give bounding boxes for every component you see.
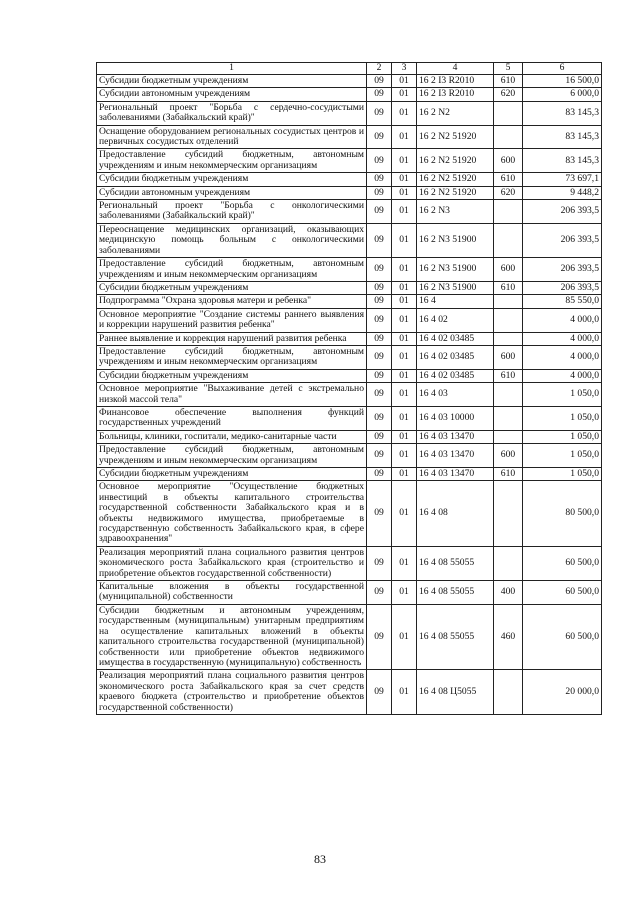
row-name: Субсидии бюджетным учреждениям bbox=[97, 75, 367, 88]
row-expense-type: 620 bbox=[494, 88, 523, 101]
table-row bbox=[97, 101, 602, 125]
row-target-code: 16 4 02 03485 bbox=[417, 345, 494, 369]
row-expense-type bbox=[494, 101, 523, 125]
row-section: 09 bbox=[367, 75, 392, 88]
row-target-code: 16 4 02 bbox=[417, 308, 494, 332]
table-header-row bbox=[97, 63, 602, 75]
row-amount: 6 000,0 bbox=[523, 88, 602, 101]
row-expense-type bbox=[494, 430, 523, 443]
row-subsection: 01 bbox=[392, 444, 417, 468]
row-section: 09 bbox=[367, 295, 392, 308]
row-section: 09 bbox=[367, 125, 392, 149]
row-target-code: 16 4 08 55055 bbox=[417, 604, 494, 669]
row-subsection: 01 bbox=[392, 406, 417, 430]
row-expense-type: 610 bbox=[494, 75, 523, 88]
table-row bbox=[97, 444, 602, 468]
row-target-code: 16 2 I3 R2010 bbox=[417, 88, 494, 101]
row-name: Раннее выявление и коррекция нарушений развития ребенка bbox=[97, 332, 367, 345]
table-row bbox=[97, 481, 602, 546]
row-expense-type bbox=[494, 546, 523, 580]
row-amount: 206 393,5 bbox=[523, 258, 602, 282]
row-amount: 4 000,0 bbox=[523, 308, 602, 332]
row-target-code: 16 2 N2 51920 bbox=[417, 186, 494, 199]
row-section: 09 bbox=[367, 281, 392, 294]
row-expense-type: 610 bbox=[494, 281, 523, 294]
row-target-code: 16 2 N3 bbox=[417, 200, 494, 224]
row-target-code: 16 2 N3 51900 bbox=[417, 258, 494, 282]
row-subsection: 01 bbox=[392, 200, 417, 224]
row-amount: 60 500,0 bbox=[523, 581, 602, 605]
row-name: Основное мероприятие "Выхаживание детей с экстремально низкой массой тела" bbox=[97, 383, 367, 407]
row-expense-type: 600 bbox=[494, 258, 523, 282]
row-name: Оснащение оборудованием региональных сосудистых центров и первичных сосудистых отделений bbox=[97, 125, 367, 149]
row-name: Субсидии бюджетным и автономным учреждениям, государственным (муниципальным) унитарным предприятиям на осуществление капитальных вложений в объекты капитального строительства государственной (муниципальной) собственности или приобретение объектов недвижимого имущества в государственную (муниципальную) собственность bbox=[97, 604, 367, 669]
row-expense-type bbox=[494, 308, 523, 332]
row-expense-type: 600 bbox=[494, 149, 523, 173]
table-row bbox=[97, 430, 602, 443]
row-section: 09 bbox=[367, 173, 392, 186]
row-name: Капитальные вложения в объекты государственной (муниципальной) собственности bbox=[97, 581, 367, 605]
header-col-4: 4 bbox=[417, 63, 494, 75]
row-expense-type bbox=[494, 383, 523, 407]
row-subsection: 01 bbox=[392, 308, 417, 332]
row-amount: 83 145,3 bbox=[523, 125, 602, 149]
row-section: 09 bbox=[367, 223, 392, 257]
row-amount: 206 393,5 bbox=[523, 200, 602, 224]
table-row bbox=[97, 406, 602, 430]
row-amount: 1 050,0 bbox=[523, 430, 602, 443]
row-section: 09 bbox=[367, 149, 392, 173]
row-expense-type: 620 bbox=[494, 186, 523, 199]
row-subsection: 01 bbox=[392, 295, 417, 308]
row-expense-type bbox=[494, 332, 523, 345]
row-target-code: 16 2 N2 bbox=[417, 101, 494, 125]
row-section: 09 bbox=[367, 186, 392, 199]
row-section: 09 bbox=[367, 406, 392, 430]
row-name: Субсидии бюджетным учреждениям bbox=[97, 468, 367, 481]
row-amount: 1 050,0 bbox=[523, 406, 602, 430]
row-subsection: 01 bbox=[392, 604, 417, 669]
row-section: 09 bbox=[367, 670, 392, 715]
row-target-code: 16 2 N2 51920 bbox=[417, 173, 494, 186]
row-name: Субсидии автономным учреждениям bbox=[97, 88, 367, 101]
table-row bbox=[97, 383, 602, 407]
table-row bbox=[97, 369, 602, 382]
row-subsection: 01 bbox=[392, 258, 417, 282]
row-target-code: 16 2 N2 51920 bbox=[417, 149, 494, 173]
row-expense-type bbox=[494, 125, 523, 149]
row-target-code: 16 4 08 bbox=[417, 481, 494, 546]
row-target-code: 16 4 02 03485 bbox=[417, 369, 494, 382]
row-amount: 1 050,0 bbox=[523, 444, 602, 468]
row-subsection: 01 bbox=[392, 383, 417, 407]
row-amount: 83 145,3 bbox=[523, 101, 602, 125]
row-subsection: 01 bbox=[392, 149, 417, 173]
row-subsection: 01 bbox=[392, 173, 417, 186]
table-row bbox=[97, 75, 602, 88]
row-target-code: 16 4 03 13470 bbox=[417, 468, 494, 481]
table-row bbox=[97, 345, 602, 369]
row-target-code: 16 4 02 03485 bbox=[417, 332, 494, 345]
row-subsection: 01 bbox=[392, 581, 417, 605]
row-amount: 206 393,5 bbox=[523, 223, 602, 257]
row-subsection: 01 bbox=[392, 101, 417, 125]
row-name: Финансовое обеспечение выполнения функций государственных учреждений bbox=[97, 406, 367, 430]
row-expense-type bbox=[494, 200, 523, 224]
row-target-code: 16 4 08 55055 bbox=[417, 581, 494, 605]
row-expense-type bbox=[494, 223, 523, 257]
row-expense-type: 610 bbox=[494, 369, 523, 382]
row-expense-type: 400 bbox=[494, 581, 523, 605]
row-section: 09 bbox=[367, 200, 392, 224]
row-subsection: 01 bbox=[392, 186, 417, 199]
row-name: Подпрограмма "Охрана здоровья матери и ребенка" bbox=[97, 295, 367, 308]
row-target-code: 16 2 I3 R2010 bbox=[417, 75, 494, 88]
table-row bbox=[97, 200, 602, 224]
row-amount: 60 500,0 bbox=[523, 546, 602, 580]
row-subsection: 01 bbox=[392, 369, 417, 382]
row-section: 09 bbox=[367, 604, 392, 669]
table-row bbox=[97, 125, 602, 149]
header-col-6: 6 bbox=[523, 63, 602, 75]
row-subsection: 01 bbox=[392, 670, 417, 715]
table-row bbox=[97, 281, 602, 294]
row-section: 09 bbox=[367, 430, 392, 443]
row-amount: 16 500,0 bbox=[523, 75, 602, 88]
row-amount: 83 145,3 bbox=[523, 149, 602, 173]
row-amount: 206 393,5 bbox=[523, 281, 602, 294]
row-section: 09 bbox=[367, 444, 392, 468]
row-name: Больницы, клиники, госпитали, медико-санитарные части bbox=[97, 430, 367, 443]
row-subsection: 01 bbox=[392, 125, 417, 149]
row-expense-type bbox=[494, 481, 523, 546]
row-target-code: 16 4 03 13470 bbox=[417, 444, 494, 468]
row-target-code: 16 4 03 13470 bbox=[417, 430, 494, 443]
row-section: 09 bbox=[367, 308, 392, 332]
row-subsection: 01 bbox=[392, 223, 417, 257]
row-amount: 80 500,0 bbox=[523, 481, 602, 546]
row-section: 09 bbox=[367, 581, 392, 605]
table-row bbox=[97, 308, 602, 332]
row-subsection: 01 bbox=[392, 345, 417, 369]
row-section: 09 bbox=[367, 332, 392, 345]
table-row bbox=[97, 173, 602, 186]
row-name: Субсидии автономным учреждениям bbox=[97, 186, 367, 199]
row-name: Основное мероприятие "Осуществление бюджетных инвестиций в объекты капитального строительства государственной собственности Забайкальского края и в объекты недвижимого имущества, приобретаемые в государственную собственность Забайкальского края, в сфере здравоохранения" bbox=[97, 481, 367, 546]
row-target-code: 16 2 N3 51900 bbox=[417, 223, 494, 257]
row-name: Предоставление субсидий бюджетным, автономным учреждениям и иным некоммерческим организациям bbox=[97, 345, 367, 369]
table-row bbox=[97, 149, 602, 173]
budget-table bbox=[96, 62, 602, 715]
row-name: Субсидии бюджетным учреждениям bbox=[97, 369, 367, 382]
table-row bbox=[97, 604, 602, 669]
row-target-code: 16 4 08 Ц5055 bbox=[417, 670, 494, 715]
row-name: Основное мероприятие "Создание системы раннего выявления и коррекции нарушений развития ребенка" bbox=[97, 308, 367, 332]
row-name: Субсидии бюджетным учреждениям bbox=[97, 173, 367, 186]
page-number: 83 bbox=[314, 852, 326, 866]
row-name: Предоставление субсидий бюджетным, автономным учреждениям и иным некоммерческим организациям bbox=[97, 258, 367, 282]
row-target-code: 16 2 N3 51900 bbox=[417, 281, 494, 294]
table-row bbox=[97, 88, 602, 101]
table-row bbox=[97, 332, 602, 345]
table-row bbox=[97, 223, 602, 257]
row-subsection: 01 bbox=[392, 546, 417, 580]
row-name: Реализация мероприятий плана социального развития центров экономического роста Забайкальского края за счет средств краевого бюджета (строительство и приобретение объектов государственной собственности) bbox=[97, 670, 367, 715]
row-name: Региональный проект "Борьба с онкологическими заболеваниями (Забайкальский край)" bbox=[97, 200, 367, 224]
row-subsection: 01 bbox=[392, 281, 417, 294]
row-section: 09 bbox=[367, 481, 392, 546]
row-name: Предоставление субсидий бюджетным, автономным учреждениям и иным некоммерческим организациям bbox=[97, 444, 367, 468]
table-row bbox=[97, 581, 602, 605]
row-section: 09 bbox=[367, 88, 392, 101]
table-row bbox=[97, 186, 602, 199]
row-subsection: 01 bbox=[392, 481, 417, 546]
row-subsection: 01 bbox=[392, 468, 417, 481]
header-col-1: 1 bbox=[97, 63, 367, 75]
row-name: Реализация мероприятий плана социального развития центров экономического роста Забайкальского края (строительство и приобретение объектов государственной собственности) bbox=[97, 546, 367, 580]
header-col-3: 3 bbox=[392, 63, 417, 75]
row-section: 09 bbox=[367, 101, 392, 125]
row-section: 09 bbox=[367, 546, 392, 580]
header-col-2: 2 bbox=[367, 63, 392, 75]
row-subsection: 01 bbox=[392, 332, 417, 345]
table-row bbox=[97, 546, 602, 580]
row-expense-type: 460 bbox=[494, 604, 523, 669]
table-body bbox=[97, 75, 602, 715]
row-amount: 73 697,1 bbox=[523, 173, 602, 186]
row-expense-type bbox=[494, 670, 523, 715]
row-section: 09 bbox=[367, 383, 392, 407]
row-section: 09 bbox=[367, 468, 392, 481]
row-name: Предоставление субсидий бюджетным, автономным учреждениям и иным некоммерческим организациям bbox=[97, 149, 367, 173]
row-amount: 1 050,0 bbox=[523, 383, 602, 407]
row-target-code: 16 4 bbox=[417, 295, 494, 308]
table-row bbox=[97, 468, 602, 481]
row-name: Региональный проект "Борьба с сердечно-сосудистыми заболеваниями (Забайкальский край)" bbox=[97, 101, 367, 125]
row-target-code: 16 2 N2 51920 bbox=[417, 125, 494, 149]
row-amount: 85 550,0 bbox=[523, 295, 602, 308]
table-row bbox=[97, 670, 602, 715]
header-col-5: 5 bbox=[494, 63, 523, 75]
row-amount: 4 000,0 bbox=[523, 369, 602, 382]
row-expense-type: 610 bbox=[494, 468, 523, 481]
row-amount: 20 000,0 bbox=[523, 670, 602, 715]
row-name: Переоснащение медицинских организаций, оказывающих медицинскую помощь больным с онкологическими заболеваниями bbox=[97, 223, 367, 257]
row-expense-type: 600 bbox=[494, 345, 523, 369]
row-name: Субсидии бюджетным учреждениям bbox=[97, 281, 367, 294]
table-row bbox=[97, 295, 602, 308]
row-target-code: 16 4 03 10000 bbox=[417, 406, 494, 430]
row-target-code: 16 4 03 bbox=[417, 383, 494, 407]
row-amount: 60 500,0 bbox=[523, 604, 602, 669]
row-expense-type: 610 bbox=[494, 173, 523, 186]
row-subsection: 01 bbox=[392, 75, 417, 88]
row-section: 09 bbox=[367, 258, 392, 282]
row-subsection: 01 bbox=[392, 430, 417, 443]
table-row bbox=[97, 258, 602, 282]
row-amount: 4 000,0 bbox=[523, 345, 602, 369]
row-expense-type bbox=[494, 406, 523, 430]
row-section: 09 bbox=[367, 345, 392, 369]
row-amount: 4 000,0 bbox=[523, 332, 602, 345]
row-expense-type bbox=[494, 295, 523, 308]
row-amount: 1 050,0 bbox=[523, 468, 602, 481]
row-amount: 9 448,2 bbox=[523, 186, 602, 199]
row-target-code: 16 4 08 55055 bbox=[417, 546, 494, 580]
row-subsection: 01 bbox=[392, 88, 417, 101]
row-expense-type: 600 bbox=[494, 444, 523, 468]
row-section: 09 bbox=[367, 369, 392, 382]
